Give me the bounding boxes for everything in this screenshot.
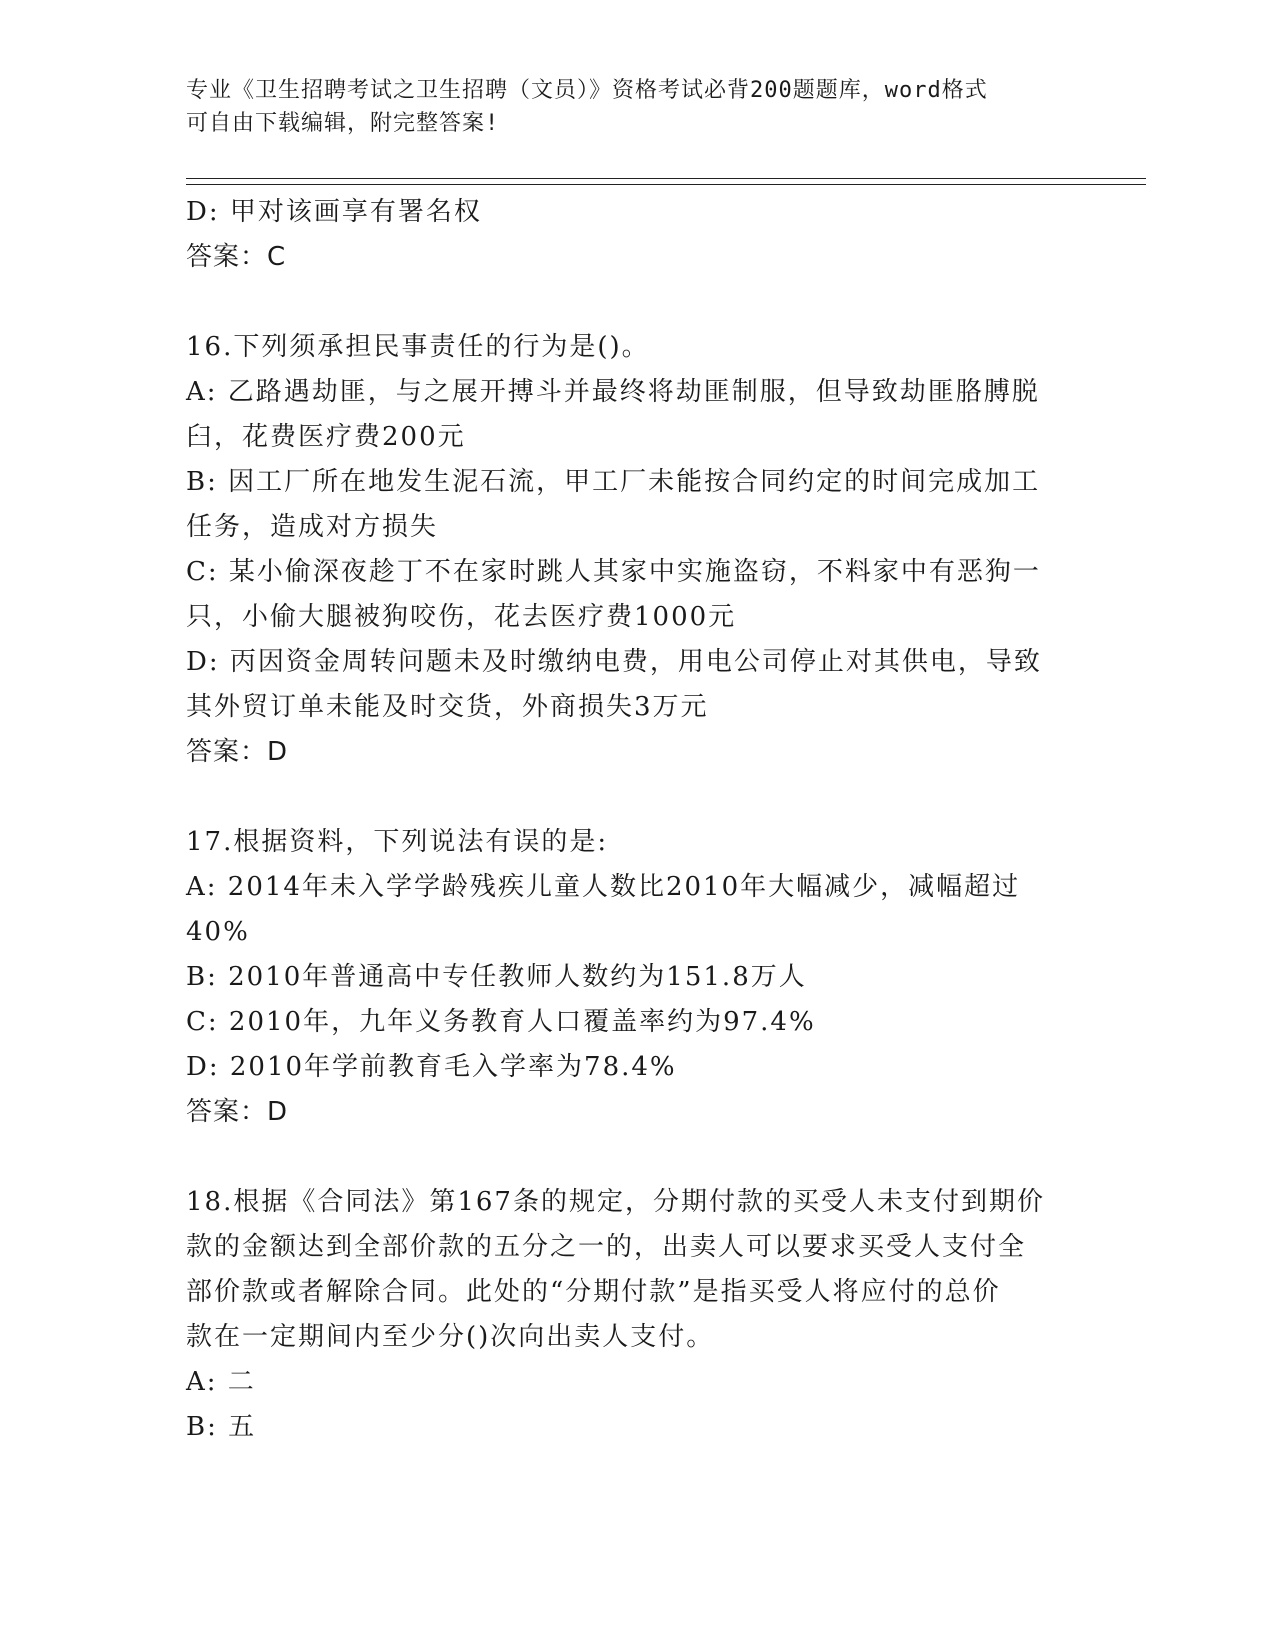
question-stem-cont: 款的金额达到全部价款的五分之一的，出卖人可以要求买受人支付全 xyxy=(186,1232,1027,1262)
option-b: B: 2010年普通高中专任教师人数约为151.8万人 xyxy=(186,962,807,992)
document-body xyxy=(186,190,1076,1450)
option-d: D: 2010年学前教育毛入学率为78.4% xyxy=(186,1052,677,1082)
option-c-cont: 只，小偷大腿被狗咬伤，花去医疗费1000元 xyxy=(186,602,737,632)
spacer xyxy=(186,1135,1076,1180)
option-b-cont: 任务，造成对方损失 xyxy=(186,512,439,542)
question-stem: 18.根据《合同法》第167条的规定，分期付款的买受人未支付到期价 xyxy=(186,1187,1045,1217)
option-b: B: 因工厂所在地发生泥石流，甲工厂未能按合同约定的时间完成加工 xyxy=(186,467,1041,497)
question-stem: 17.根据资料，下列说法有误的是: xyxy=(186,827,609,857)
question-stem: 16.下列须承担民事责任的行为是()。 xyxy=(186,332,650,362)
question-answer: 答案：D xyxy=(186,1097,289,1127)
question-17 xyxy=(186,820,1076,1135)
question-answer: 答案：D xyxy=(186,737,289,767)
spacer xyxy=(186,280,1076,325)
question-18 xyxy=(186,1180,1076,1450)
document-header xyxy=(186,74,1066,140)
prev-question-answer: 答案：C xyxy=(186,242,287,272)
option-b: B: 五 xyxy=(186,1412,257,1442)
header-line-1: 专业《卫生招聘考试之卫生招聘（文员）》资格考试必背200题题库，word格式 xyxy=(186,78,988,103)
prev-question-option-d: D: 甲对该画享有署名权 xyxy=(186,197,482,227)
question-16 xyxy=(186,325,1076,775)
option-d: D: 丙因资金周转问题未及时缴纳电费，用电公司停止对其供电，导致 xyxy=(186,647,1042,677)
question-stem-cont: 款在一定期间内至少分()次向出卖人支付。 xyxy=(186,1322,715,1352)
option-a: A: 乙路遇劫匪，与之展开搏斗并最终将劫匪制服，但导致劫匪胳膊脱 xyxy=(186,377,1040,407)
header-divider-bottom xyxy=(186,184,1146,185)
option-a: A: 2014年未入学学龄残疾儿童人数比2010年大幅减少，减幅超过 xyxy=(186,872,1021,902)
option-a: A: 二 xyxy=(186,1367,256,1397)
option-c: C: 某小偷深夜趁丁不在家时跳人其家中实施盗窃，不料家中有恶狗一 xyxy=(186,557,1041,587)
question-stem-cont: 部价款或者解除合同。此处的“分期付款”是指买受人将应付的总价 xyxy=(186,1277,1001,1307)
option-d-cont: 其外贸订单未能及时交货，外商损失3万元 xyxy=(186,692,709,722)
option-a-cont: 臼，花费医疗费200元 xyxy=(186,422,466,452)
option-c: C: 2010年，九年义务教育人口覆盖率约为97.4% xyxy=(186,1007,816,1037)
header-line-2: 可自由下载编辑，附完整答案! xyxy=(186,111,500,136)
spacer xyxy=(186,775,1076,820)
option-a-cont: 40% xyxy=(186,917,250,947)
header-divider-top xyxy=(186,178,1146,179)
